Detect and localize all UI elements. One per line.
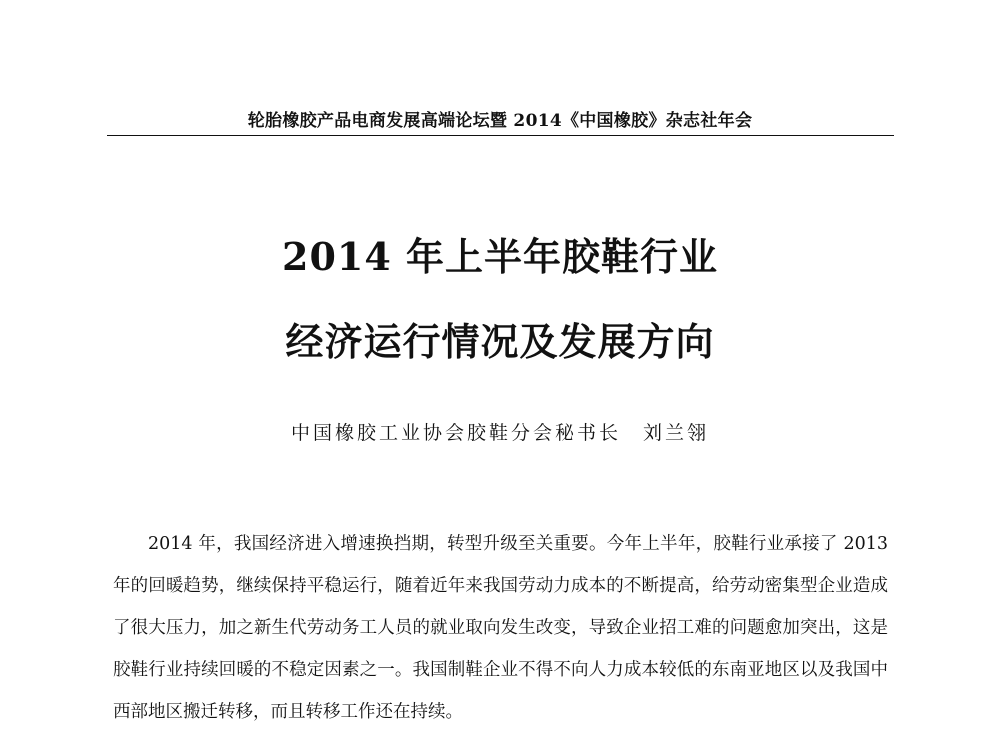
article-title-line-1: 2014 年上半年胶鞋行业 (282, 234, 718, 279)
header-divider (107, 135, 894, 136)
article-title-line-2: 经济运行情况及发展方向 (285, 319, 715, 364)
author-byline (0, 418, 1000, 445)
running-header: 轮胎橡胶产品电商发展高端论坛暨 2014《中国橡胶》杂志社年会 (247, 111, 753, 131)
author-affiliation: 中国橡胶工业协会胶鞋分会秘书长 (290, 422, 621, 444)
body-paragraph: 2014 年，我国经济进入增速换挡期，转型升级至关重要。今年上半年，胶鞋行业承接了 2013 年的回暖趋势，继续保持平稳运行，随着近年来我国劳动力成本的不断提高，给劳动密集型企业造成了很大压力，加之新生代劳动务工人员的就业取向发生改变，导致企业招工难的问题愈加突出，这是胶鞋行业持续回暖的不稳定因素之一。我国制鞋企业不得不向人力成本较低的东南亚地区以及我国中西部地区搬迁转移，而且转移工作还在持续。 (113, 534, 888, 722)
author-name: 刘兰翎 (643, 422, 710, 444)
